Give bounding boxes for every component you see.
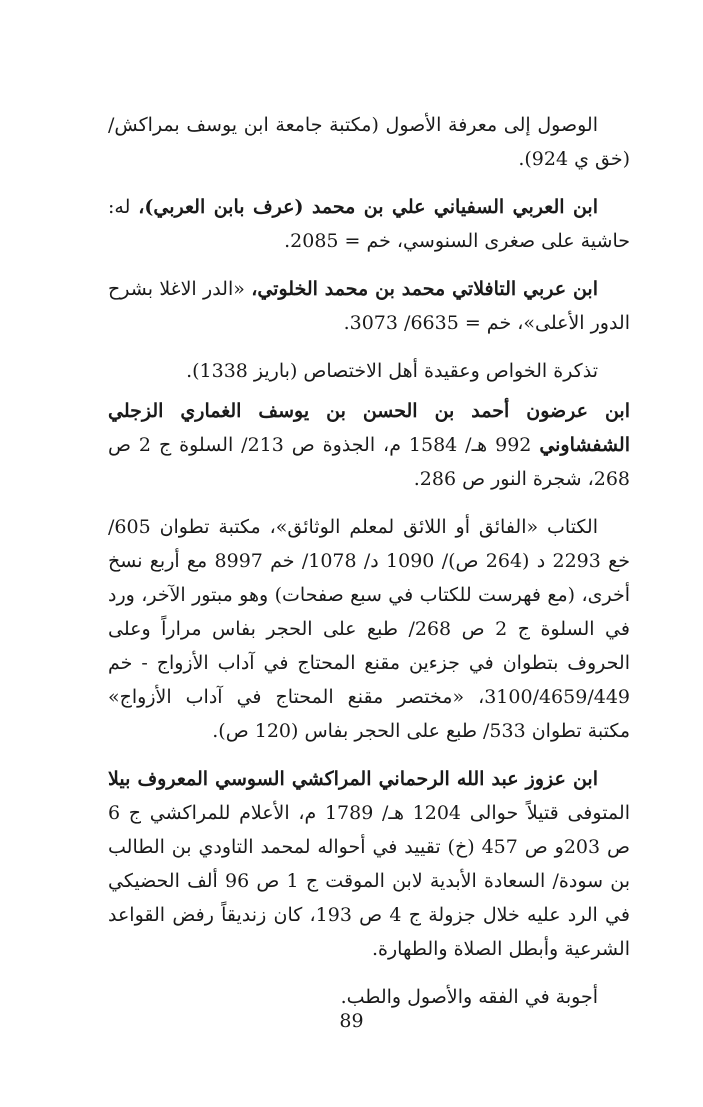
entry-8-text: أجوبة في الفقه والأصول والطب.: [340, 986, 598, 1008]
entry-1-text: الوصول إلى معرفة الأصول (مكتبة جامعة ابن يوسف بمراكش/ (خق ي 924).: [108, 114, 630, 170]
entry-6-text: الكتاب «الفائق أو اللائق لمعلم الوثائق»، مكتبة تطوان 605/ خع 2293 د (264 ص)/ 1090 د/ 1078/ خم 8997 مع أربع نسخ أخرى، (مع فهرست للكتاب في سبع صفحات) وهو مبتور الآخر، ورد في السلوة ج 2 ص 268/ طبع على الحجر بفاس مراراً وعلى الحروف بتطوان في جزءين مقنع المحتاج في آداب الأزواج - خم 3100/4659/449، «مختصر مقنع المحتاج في آداب الأزواج» مكتبة تطوان 533/ طبع على الحجر بفاس (120 ص).: [108, 516, 630, 742]
entry-7: [108, 762, 630, 966]
entry-7-name: ابن عزوز عبد الله الرحماني المراكشي السوسي المعروف بيلا: [108, 768, 598, 790]
entry-7-text: المتوفى قتيلاً حوالى 1204 هـ/ 1789 م، الأعلام للمراكشي ج 6 ص 203و ص 457 (خ) تقييد في أحواله لمحمد التاودي بن الطالب بن سودة/ السعادة الأبدية لابن الموقت ج 1 ص 96 ألف الحضيكي في الرد عليه خلال جزولة ج 4 ص 193، كان زنديقاً رفض القواعد الشرعية وأبطل الصلاة والطهارة.: [108, 802, 630, 960]
entry-6: [108, 510, 630, 748]
entry-2: [108, 190, 630, 258]
entry-5: [108, 394, 630, 496]
entry-2-text: له: حاشية على صغرى السنوسي، خم = 2085.: [108, 196, 630, 252]
page-number: 89: [339, 1010, 364, 1032]
entry-3: [108, 272, 630, 340]
entry-8: [108, 980, 630, 1014]
entry-3-name: ابن عربي التافلاتي محمد بن محمد الخلوتي،: [251, 278, 598, 300]
entry-3-text: «الدر الاغلا بشرح الدور الأعلى»، خم = 6635/ 3073.: [108, 278, 630, 334]
entry-4-text: تذكرة الخواص وعقيدة أهل الاختصاص (باريز 1338).: [186, 360, 598, 382]
entry-1: [108, 108, 630, 176]
text-column: [108, 108, 630, 1028]
entry-5-text: 992 هـ/ 1584 م، الجذوة ص 213/ السلوة ج 2 ص 268، شجرة النور ص 286.: [108, 434, 630, 490]
entry-2-name: ابن العربي السفياني علي بن محمد (عرف بابن العربي)،: [138, 196, 598, 218]
entry-5-name: ابن عرضون أحمد بن الحسن بن يوسف الغماري الزجلي الشفشاوني: [108, 400, 630, 456]
entry-4: [108, 354, 630, 388]
